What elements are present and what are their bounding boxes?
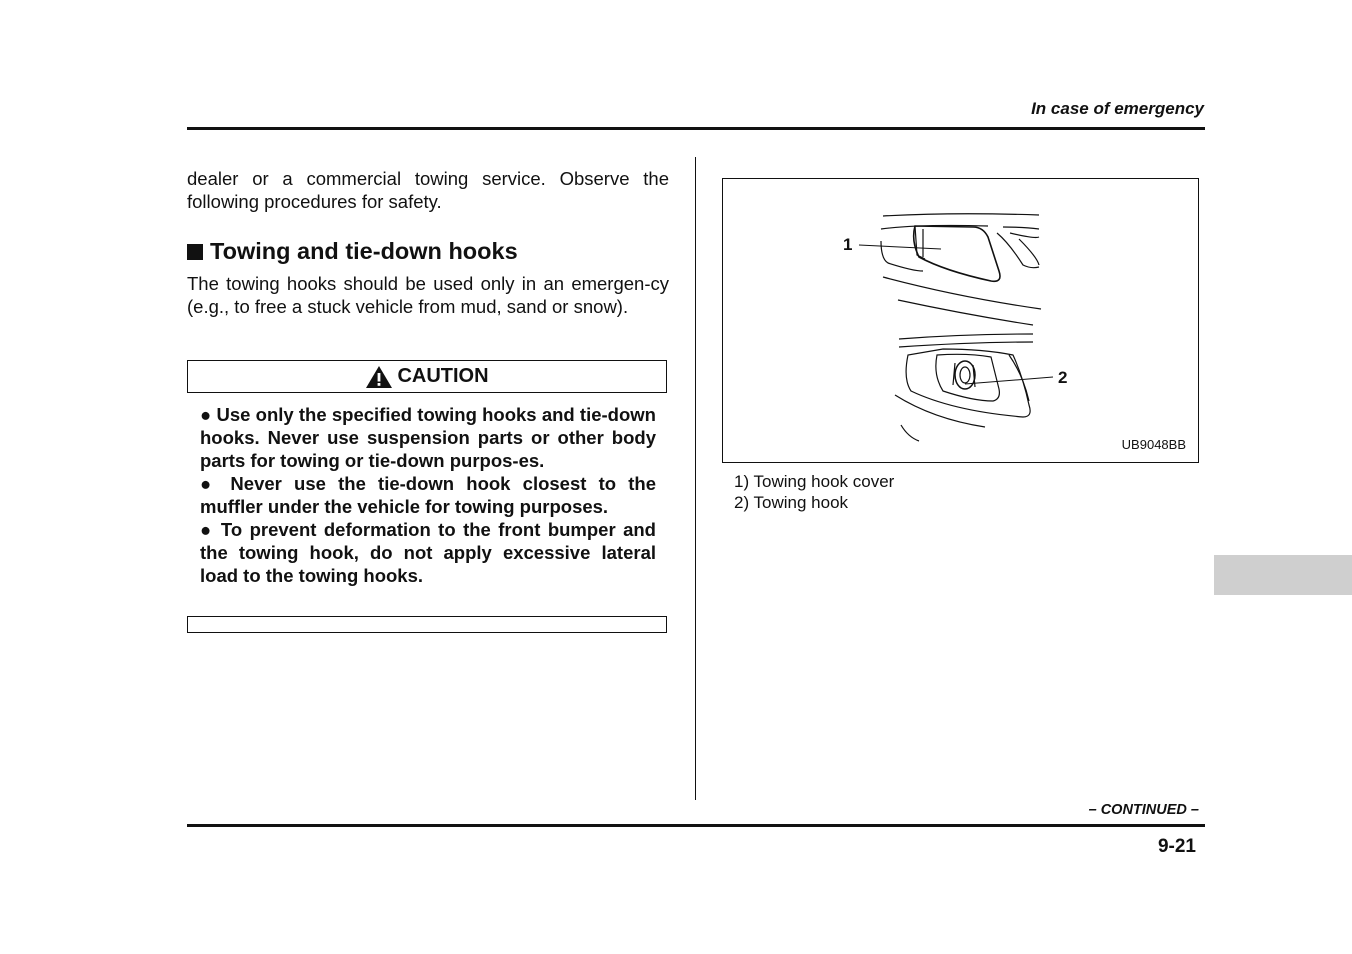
- page-number: 9-21: [1157, 836, 1196, 857]
- caution-header: [187, 360, 667, 393]
- caution-item: ● To prevent deformation to the front bumper and the towing hook, do not apply excessive lateral load to the towing hooks.: [200, 519, 656, 586]
- warning-triangle-icon: [365, 365, 393, 389]
- caution-label: CAUTION: [397, 365, 489, 387]
- caution-list: [200, 403, 656, 587]
- figure-captions: [734, 472, 894, 513]
- header-rule: [187, 127, 1205, 130]
- section-title: In case of emergency: [1031, 99, 1204, 118]
- continued-label: – CONTINUED –: [1088, 802, 1199, 818]
- caution-item: ● Use only the specified towing hooks and tie-down hooks. Never use suspension parts or other body parts for towing or tie-down purpos-es.: [200, 404, 656, 471]
- figure-code: UB9048BB: [1121, 437, 1186, 452]
- towing-hook-figure: [722, 178, 1199, 463]
- chapter-tab-marker: [1214, 555, 1352, 595]
- body-paragraph: The towing hooks should be used only in an emergen-cy (e.g., to free a stuck vehicle from mud, sand or snow).: [187, 273, 669, 317]
- caption-item: 2) Towing hook: [734, 492, 849, 512]
- section-heading-text: Towing and tie-down hooks: [210, 238, 518, 264]
- caution-end-box: [187, 616, 667, 633]
- column-divider: [695, 157, 696, 800]
- footer-rule: [187, 824, 1205, 827]
- callout-label: 2: [1058, 368, 1068, 387]
- intro-paragraph: dealer or a commercial towing service. Observe the following procedures for safety.: [187, 168, 669, 212]
- section-heading: [187, 238, 518, 265]
- caution-item: ● Never use the tie-down hook closest to the muffler under the vehicle for towing purposes.: [200, 473, 656, 517]
- caption-item: 1) Towing hook cover: [734, 472, 895, 491]
- square-bullet-icon: [187, 244, 203, 260]
- callout-label: 1: [843, 235, 853, 254]
- towing-hook-illustration: [723, 179, 1198, 462]
